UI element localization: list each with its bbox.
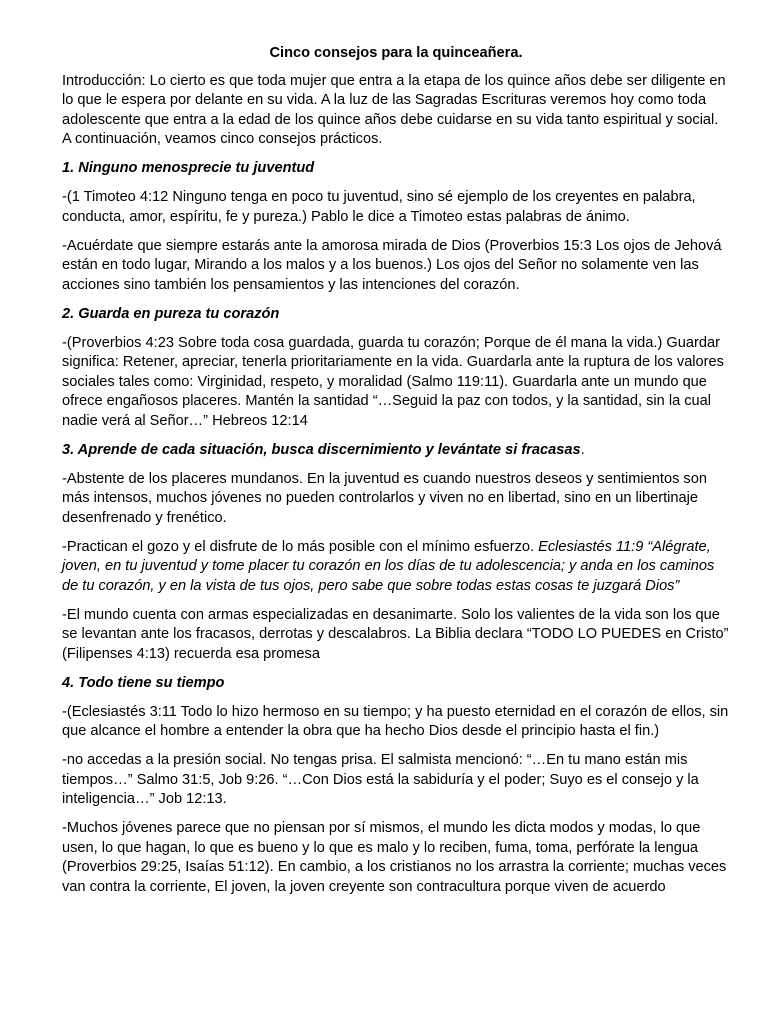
section-1-heading: 1. Ninguno menosprecie tu juventud: [62, 160, 315, 176]
section-1-paragraph-2: -Acuérdate que siempre estarás ante la amorosa mirada de Dios (Proverbios 15:3 Los ojos de Jehová están en todo lugar, Mirando a los malos y a los buenos.) Los ojos del Señor no solamente ven las acciones sino también los pensamientos y las intenciones del corazón.: [62, 237, 722, 293]
section-4-paragraph-1: -(Eclesiastés 3:11 Todo lo hizo hermoso en su tiempo; y ha puesto eternidad en el corazón de ellos, sin que alcance el hombre a entender la obra que ha hecho Dios desde el principio hasta el fin.): [62, 703, 729, 739]
section-3-paragraph-3: -El mundo cuenta con armas especializadas en desanimarte. Solo los valientes de la vida son los que se levantan ante los fracasos, derrotas y descalabros. La Biblia declara “TODO LO PUEDES en Cristo” (Filipenses 4:13) recuerda esa promesa: [62, 606, 729, 662]
section-3-paragraph-1: -Abstente de los placeres mundanos. En la juventud es cuando nuestros deseos y sentimientos son más intensos, muchos jóvenes no pueden controlarlos y viven no en libertad, sino en un libertinaje desenfrenado y frenético.: [62, 470, 707, 526]
section-1-paragraph-1: -(1 Timoteo 4:12 Ninguno tenga en poco tu juventud, sino sé ejemplo de los creyentes en palabra, conducta, amor, espíritu, fe y pureza.) Pablo le dice a Timoteo estas palabras de ánimo.: [62, 189, 696, 225]
section-3-heading-text: 3. Aprende de cada situación, busca discernimiento y levántate si fracasas: [62, 441, 581, 458]
document-title: Cinco consejos para la quinceañera.: [269, 45, 523, 61]
section-3-paragraph-2: [62, 538, 730, 597]
intro-paragraph: Introducción: Lo cierto es que toda mujer que entra a la etapa de los quince años debe ser diligente en lo que le espera por delante en su vida. A la luz de las Sagradas Escrituras veremos hoy como toda adolescente que entra a la edad de los quince años debe cuidarse en su vida tanto espiritual y social. A continuación, veamos cinco consejos prácticos.: [62, 72, 726, 147]
section-3-scripture-quote: Eclesiastés 11:9 “Alégrate, joven, en tu juventud y tome placer tu corazón en los días de tu adolescencia; y anda en los caminos de tu corazón, y en la vista de tus ojos, pero sabe que sobre todas estas cosas te juzgará Dios”: [62, 538, 715, 594]
section-4-paragraph-3: -Muchos jóvenes parece que no piensan por sí mismos, el mundo les dicta modos y modas, lo que usen, lo que hagan, lo que es bueno y lo que es malo y lo reciben, fuma, toma, perfórate la lengua (Proverbios 29:25, Isaías 51:12). En cambio, a los cristianos no los arrastra la corriente; muchas veces van contra la corriente, El joven, la joven creyente son contracultura porque viven de acuerdo: [62, 820, 727, 895]
document-page: [62, 44, 730, 907]
section-2-paragraph-1: -(Proverbios 4:23 Sobre toda cosa guardada, guarda tu corazón; Porque de él mana la vida.) Guardar significa: Retener, apreciar, tenerla prioritariamente en la vida. Guardarla ante la ruptura de los valores sociales tales como: Virginidad, respeto, y moralidad (Salmo 119:11). Guardarla ante un mundo que ofrece engañosos placeres. Mantén la santidad “…Seguid la paz con todos, y la santidad, sin la cual nadie verá al Señor…” Hebreos 12:14: [62, 334, 724, 429]
section-4-heading: 4. Todo tiene su tiempo: [62, 674, 225, 691]
section-3-paragraph-2-text: -Practican el gozo y el disfrute de lo más posible con el mínimo esfuerzo.: [62, 538, 539, 555]
section-2-heading: 2. Guarda en pureza tu corazón: [62, 305, 280, 322]
section-3-heading-period: .: [580, 441, 585, 458]
section-3-heading: [62, 441, 730, 461]
section-4-paragraph-2: -no accedas a la presión social. No tengas prisa. El salmista mencionó: “…En tu mano están mis tiempos…” Salmo 31:5, Job 9:26. “…Con Dios está la sabiduría y el poder; Suyo es el consejo y la inteligencia…” Job 12:13.: [62, 752, 699, 807]
